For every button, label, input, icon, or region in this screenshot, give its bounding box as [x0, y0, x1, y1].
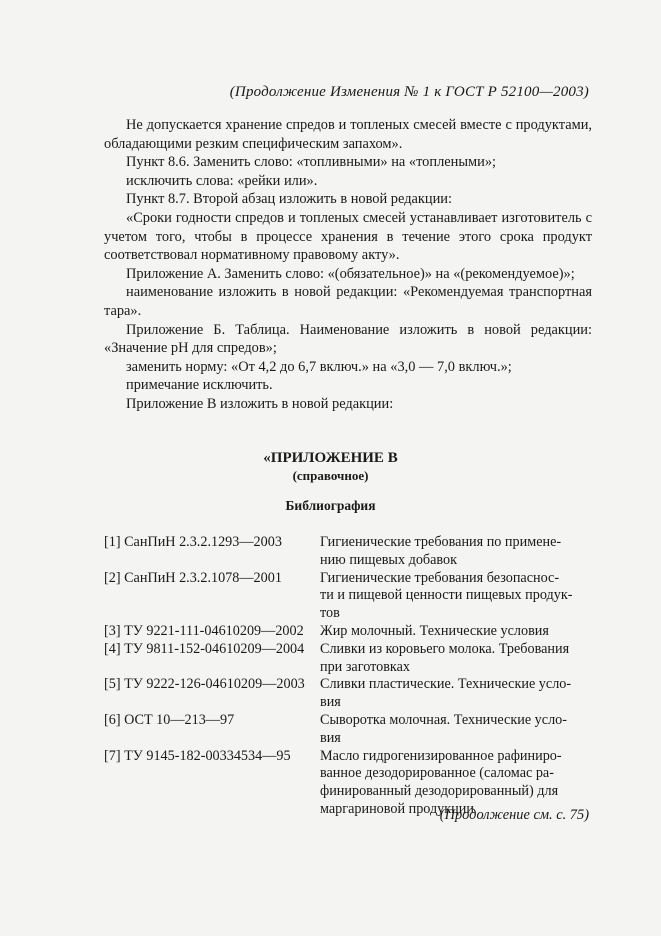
entry-description — [320, 570, 590, 623]
page-header: (Продолжение Изменения № 1 к ГОСТ Р 52100—2003) — [229, 84, 589, 100]
description-line: Жир молочный. Технические условия — [320, 622, 549, 639]
entry-reference: [6] ОСТ 10—213—97 — [104, 711, 235, 728]
description-line: Масло гидрогенизированное рафиниро- — [320, 747, 562, 764]
appendix-subtitle: (справочное) — [292, 468, 369, 483]
bibliography-entry — [104, 712, 592, 748]
description-line: вия — [320, 729, 341, 746]
bibliography-list — [104, 534, 592, 819]
paragraph: «Сроки годности спредов и топленых смесей устанавливает изготовитель с учетом того, чтобы в процессе хранения в течение этого срока продукт соответствовал нормативному правовому акту». — [104, 209, 592, 264]
description-line: тов — [320, 605, 340, 622]
paragraph: Приложение Б. Таблица. Наименование изложить в новой редакции: «Значение pH для спредов»; — [104, 321, 592, 357]
entry-description — [320, 623, 590, 641]
description-line: Сливки пластические. Технические усло- — [320, 676, 572, 693]
description-line: вия — [320, 694, 341, 711]
paragraph: исключить слова: «рейки или». — [126, 172, 318, 189]
entry-description — [320, 534, 590, 570]
description-line: при заготовках — [320, 658, 410, 675]
paragraph: заменить норму: «От 4,2 до 6,7 включ.» на «3,0 — 7,0 включ.»; — [126, 358, 512, 375]
paragraph: наименование изложить в новой редакции: «Рекомендуемая транспортная тара». — [104, 284, 592, 319]
description-line: Сливки из коровьего молока. Требования — [320, 640, 570, 657]
description-line: ванное дезодорированное (саломас ра- — [320, 765, 554, 782]
entry-reference: [4] ТУ 9811-152-04610209—2004 — [104, 640, 305, 657]
entry-description — [320, 676, 590, 712]
entry-reference: [3] ТУ 9221-111-04610209—2002 — [104, 622, 304, 639]
paragraph: Не допускается хранение спредов и топленых смесей вместе с продуктами, обладающими резким специфическим запахом». — [104, 117, 592, 152]
entry-reference: [1] СанПиН 2.3.2.1293—2003 — [104, 534, 282, 550]
bibliography-entry — [104, 676, 592, 712]
paragraph: Приложение А. Заменить слово: «(обязательное)» на «(рекомендуемое)»; — [126, 265, 575, 282]
paragraph: Пункт 8.6. Заменить слово: «топливными» на «топлеными»; — [126, 154, 497, 171]
description-line: Гигиенические требования безопаснос- — [320, 569, 560, 586]
entry-description — [320, 712, 590, 748]
entry-reference: [2] СанПиН 2.3.2.1078—2001 — [104, 569, 282, 586]
entry-reference: [7] ТУ 9145-182-00334534—95 — [104, 747, 291, 764]
bibliography-entry — [104, 570, 592, 623]
description-line: ти и пищевой ценности пищевых продук- — [320, 587, 573, 604]
bibliography-entry — [104, 534, 592, 570]
page-footer: (Продолжение см. с. 75) — [439, 807, 589, 823]
bibliography-entry — [104, 641, 592, 677]
description-line: нию пищевых добавок — [320, 551, 458, 568]
bibliography-title: Библиография — [285, 498, 376, 513]
description-line: маргариновой продукции — [320, 800, 474, 817]
body-text — [104, 116, 592, 414]
bibliography-entry — [104, 623, 592, 641]
paragraph: примечание исключить. — [126, 377, 273, 394]
paragraph: Пункт 8.7. Второй абзац изложить в новой редакции: — [126, 191, 452, 208]
description-line: Гигиенические требования по примене- — [320, 534, 562, 550]
paragraph: Приложение В изложить в новой редакции: — [126, 395, 394, 412]
description-line: финированный дезодорированный) для — [320, 783, 559, 800]
description-line: Сыворотка молочная. Технические усло- — [320, 711, 567, 728]
appendix-title: «ПРИЛОЖЕНИЕ В — [263, 450, 398, 466]
entry-description — [320, 641, 590, 677]
entry-reference: [5] ТУ 9222-126-04610209—2003 — [104, 676, 305, 693]
